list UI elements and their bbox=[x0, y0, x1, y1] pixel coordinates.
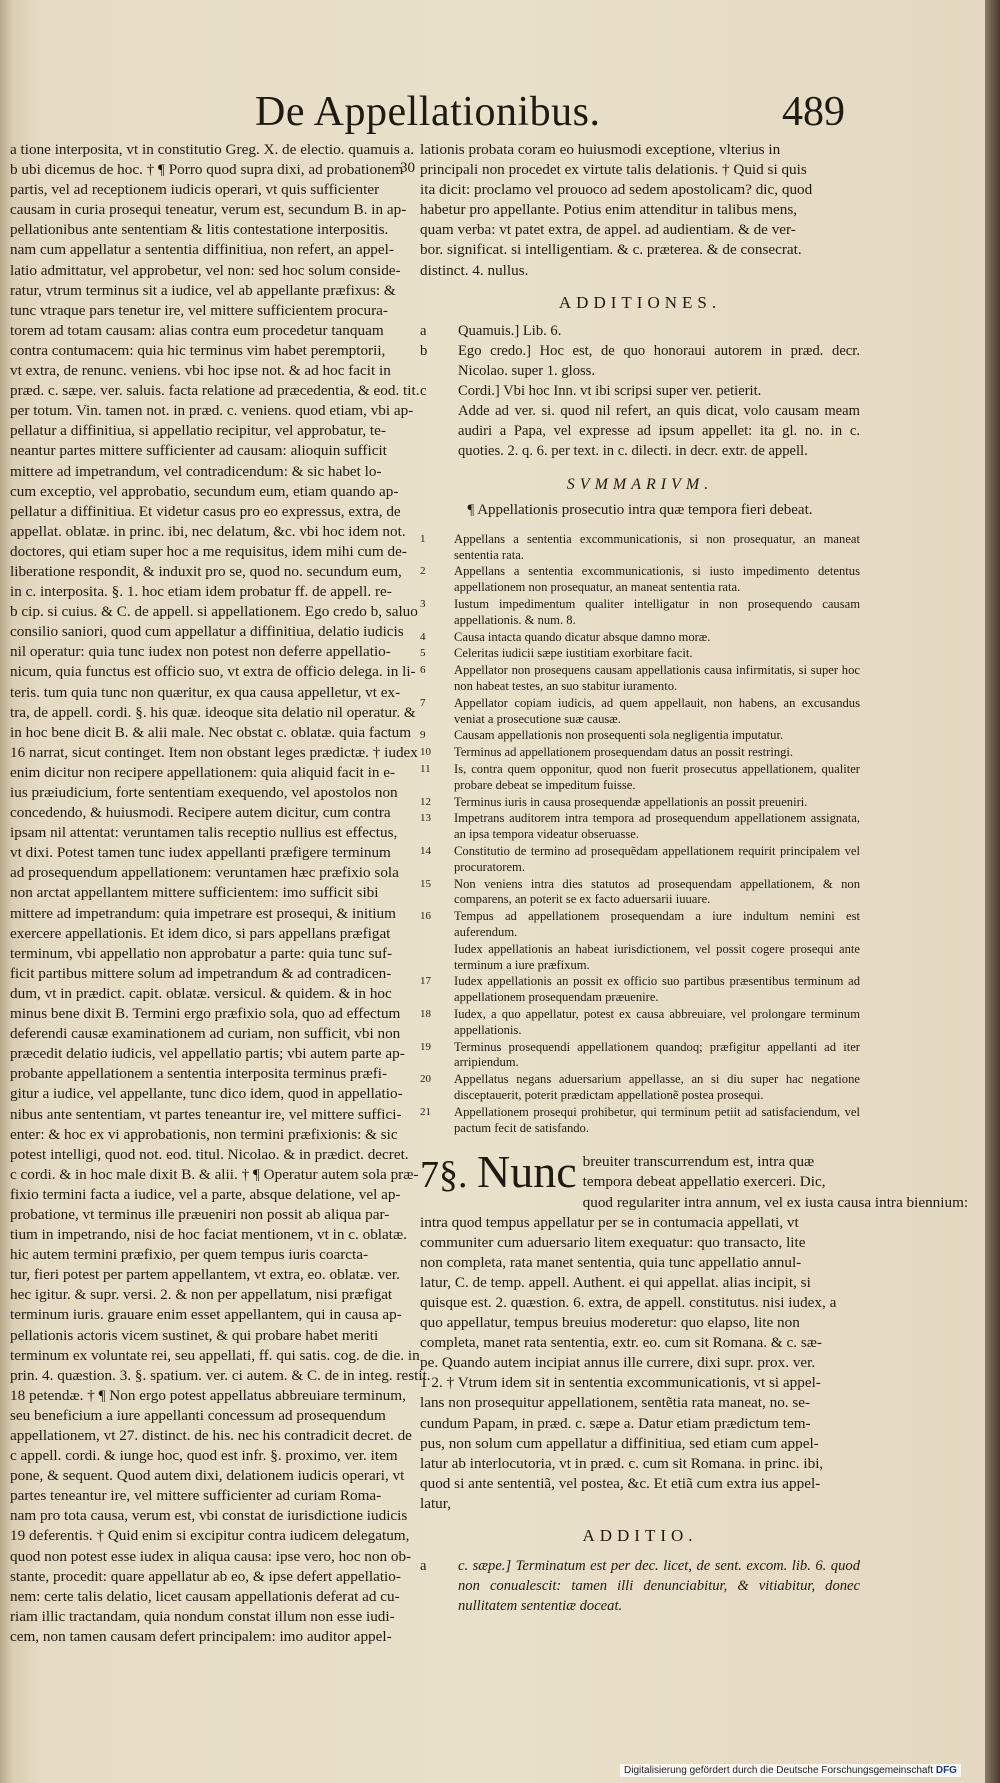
addition-note bbox=[420, 321, 860, 341]
summarium-number: 15 bbox=[420, 877, 431, 890]
summarium-number: 18 bbox=[420, 1007, 431, 1020]
summarium-text: Appellator copiam iudicis, ad quem appellauit, non habens, an excusandus veniat a prosecutione suæ causæ. bbox=[454, 695, 860, 726]
text-line: terminum ex voluntate rei, seu appellati, ff. qui satis. cog. de die. in bbox=[10, 1346, 420, 1364]
text-line: quod non potest esse iudex in aliqua causa: ipse vero, hoc non ob- bbox=[10, 1547, 412, 1565]
summarium-item bbox=[420, 844, 860, 876]
text-line: a tione interposita, vt in constitutio Greg. X. de electio. quamuis a. bbox=[10, 141, 415, 158]
summarium-text: Constitutio de termino ad prosequẽdam appellationem requirit principalem vel procuratorem. bbox=[454, 843, 860, 874]
addition-text: Quamuis.] Lib. 6. bbox=[458, 322, 562, 339]
text-line: completa, manet rata sententia, extr. eo. cum sit Romana. & c. sæ- bbox=[420, 1334, 822, 1352]
page-number: 489 bbox=[782, 89, 845, 135]
text-line: communiter cum aduersario litem exequatur: quo transacto, lite bbox=[420, 1233, 806, 1251]
summarium-item bbox=[420, 663, 860, 695]
credit-text: Digitalisierung gefördert durch die Deutsche Forschungsgemeinschaft bbox=[624, 1765, 934, 1776]
additio-text: c. sæpe.] Terminatum est per dec. licet, de sent. excom. lib. 6. quod non conualescit: tamen illi denunciabitur, & vitiabitur, donec nullitatem sententiæ doceat. bbox=[458, 1558, 860, 1615]
text-line: causam in curia prosequi teneatur, verum est, secundum B. in ap- bbox=[10, 201, 407, 219]
text-line: concedendo, & huiusmodi. Recipere autem dicitur, cum contra bbox=[10, 804, 391, 822]
additiones-heading: ADDITIONES. bbox=[558, 292, 722, 312]
text-line: b ubi dicemus de hoc. † ¶ Porro quod supra dixi, ad probationem bbox=[10, 161, 404, 179]
text-line: quisque est. 2. quæstion. 6. extra, de appell. constitutus. nisi iudex, a bbox=[420, 1293, 837, 1311]
summarium-text: Is, contra quem opponitur, quod non fuerit prosecutus appellationem, qualiter probare debeat se impeditum fuisse. bbox=[454, 762, 860, 792]
summarium-number: 16 bbox=[420, 910, 431, 923]
right-intro-text bbox=[420, 140, 860, 281]
summarium-text: Iustum impedimentum qualiter intelligatur in non prosequendo causam appellationis. & num. 8. bbox=[454, 597, 860, 627]
summarium-item bbox=[420, 877, 860, 909]
text-line: pellatur a diffinitiua. Et videtur casus pro eo expressus, extra, de bbox=[10, 502, 401, 520]
text-line: mittere ad impetrandum: quia impetrare est prosequi, & initium bbox=[10, 904, 396, 922]
text-line: pus, non solum cum appellatur a diffinitiua, sed etiam cum appel- bbox=[420, 1434, 819, 1452]
summarium-number: 11 bbox=[420, 763, 431, 775]
text-line: partes teneantur ire, vel mittere sufficienter ad curiam Roma- bbox=[10, 1487, 382, 1505]
summarium-item bbox=[420, 942, 860, 974]
text-line: 18 petendæ. † ¶ Non ergo potest appellatus abbreuiare terminum, bbox=[10, 1386, 406, 1404]
text-line: hic autem termini præfixio, per quem tempus iuris coarcta- bbox=[10, 1246, 369, 1264]
summarium-number: 20 bbox=[420, 1073, 431, 1086]
text-line: quod si ante sententiã, vel postea, &c. Et etiã cum extra ius appel- bbox=[420, 1474, 821, 1492]
text-line: cem, non tamen causam defert principalem: imo auditor appel- bbox=[10, 1627, 392, 1645]
text-line: lationis probata coram eo huiusmodi exceptione, vlterius in bbox=[420, 141, 781, 158]
running-title: De Appellationibus. bbox=[255, 89, 601, 135]
text-line: enim dicitur non recipere appellationem: quia aliquid facit in e- bbox=[10, 763, 396, 781]
text-line: ius præiudicium, forte sententiam exequendo, vel apostolos non bbox=[10, 784, 398, 801]
text-line: exercere appellationis. Et idem dico, si pars appellans præfigat bbox=[10, 924, 391, 942]
text-line: tium in impetrando, nisi de hoc faciat mentionem, vt in c. oblatæ. bbox=[10, 1226, 407, 1244]
text-line: partis, vel ad receptionem iudicis operari, vt quis sufficienter bbox=[10, 181, 380, 199]
summarium-item bbox=[420, 532, 860, 564]
text-line: quam verba: vt patet extra, de appel. ad audientiam. & de ver- bbox=[420, 221, 796, 239]
summarium-text: Appellans a sententia excommunicationis, si iusto impedimento detentus appellationem non prosequatur, an maneat sententia rata. bbox=[454, 564, 860, 595]
addition-text: Adde ad ver. si. quod nil refert, an quis dicat, volo causam meam audiri a Papa, vel expresse ad ipsum appellet: ita gl. no. in c. quoties. 2. q. 6. per text. in c. dilecti. in decr. extr. de appell. bbox=[458, 402, 860, 459]
addition-text: Ego credo.] Hoc est, de quo honoraui autorem in præd. decr. Nicolao. super 1. gloss. bbox=[458, 342, 860, 379]
text-line: terminum iuris. grauare enim esset appellantem, qui in causa ap- bbox=[10, 1306, 402, 1324]
addition-label: c bbox=[420, 382, 427, 399]
text-line: pellatur a diffinitiua, si appellatio recipitur, vel approbatur, te- bbox=[10, 422, 386, 440]
text-line: nicum, quia functus est officio suo, vt extra de officio delega. in li- bbox=[10, 663, 416, 681]
text-line: 16 narrat, sicut continget. Item non obstant leges prædictæ. † iudex bbox=[10, 743, 418, 761]
text-line: præcedit delatio iudicis, vel appellatio partis; vbi autem parte ap- bbox=[10, 1045, 405, 1063]
section-initial-word: Nunc bbox=[477, 1146, 577, 1198]
text-line: tunc vtraque pars tenetur ire, vel mittere sufficientem procura- bbox=[10, 301, 388, 319]
summarium-text: Impetrans auditorem intra tempora ad prosequendum appellationem assignata, an ipsa tempora videatur obseruasse. bbox=[454, 811, 860, 842]
summarium-list bbox=[420, 532, 860, 1136]
text-line: nibus ante sententiam, vt partes teneantur ire, vel mittere suffici- bbox=[10, 1105, 402, 1123]
summarium-item bbox=[420, 762, 860, 794]
text-line: quod regulariter intra annum, vel ex iusta causa intra biennium: bbox=[582, 1193, 969, 1211]
summarium-subtitle: ¶ Appellationis prosecutio intra quæ tempora fieri debeat. bbox=[467, 501, 813, 518]
summarium-item bbox=[420, 630, 860, 646]
addition-note bbox=[420, 401, 860, 461]
text-line: per totum. Vin. tamen not. in præd. c. veniens. quod etiam, vbi ap- bbox=[10, 402, 414, 420]
text-line: pe. Quando autem incipiat annus ille currere, dixi supr. prox. ver. bbox=[420, 1354, 816, 1372]
text-line: riam illic tractandam, quia nondum constat illum non esse iudi- bbox=[10, 1607, 395, 1625]
text-line: c cordi. & in hoc male dixit B. & alii. † ¶ Operatur autem sola præ- bbox=[10, 1165, 419, 1183]
text-line: bor. significat. si intelligentiam. & c. præterea. & de consecrat. bbox=[420, 241, 802, 259]
summarium-item bbox=[420, 696, 860, 728]
summarium-text: Iudex, a quo appellatur, potest ex causa abbreuiare, vel prolongare terminum appellationis. bbox=[454, 1006, 860, 1037]
summarium-item bbox=[420, 811, 860, 843]
text-line: tempora debeat appellatio exerceri. Dic, bbox=[582, 1173, 826, 1191]
section-number-block bbox=[420, 1146, 577, 1198]
text-line: ad prosequendum appellationem: veruntamen hæc præfixio sola bbox=[10, 864, 399, 882]
additio-note bbox=[420, 1556, 860, 1616]
summarium-item bbox=[420, 564, 860, 596]
summarium-number: 12 bbox=[420, 795, 431, 808]
text-line: latur, C. de temp. appell. Authent. ei qui appellat. alias incipit, si bbox=[420, 1273, 811, 1291]
text-line: stante, procedit: quare appellatur ab eo, & ipse defert appellatio- bbox=[10, 1567, 401, 1585]
page-edge bbox=[985, 0, 1000, 1783]
summarium-text: Iudex appellationis an habeat iurisdictionem, vel possit cogere prosequi ante terminum a iure præfixum. bbox=[454, 941, 860, 972]
summarium-text: Appellans a sententia excommunicationis, si non prosequatur, an maneat sententia rata. bbox=[454, 531, 860, 562]
text-line: latio admittatur, vel approbetur, vel non: sed hoc solum conside- bbox=[10, 261, 401, 279]
text-line: potest intelligi, quod not. eod. titul. Nicolao. & in prædict. decret. bbox=[10, 1145, 409, 1163]
summarium-item bbox=[420, 1007, 860, 1039]
text-line: torem ad totam causam: alias contra eum procedetur tanquam bbox=[10, 321, 384, 339]
right-column bbox=[420, 140, 969, 1616]
text-line: quo appellatur, tempus breuius moderetur: quo elapso, lite non bbox=[420, 1314, 800, 1332]
summarium-item bbox=[420, 646, 860, 662]
text-line: appellat. oblatæ. in princ. ibi, nec delatum, &c. vbi hoc idem not. bbox=[10, 522, 406, 540]
text-line: nam cum appellatur a sententia diffinitiua, non refert, an appel- bbox=[10, 241, 394, 259]
summarium-item bbox=[420, 745, 860, 761]
text-line: latur ab interlocutoria, vt in præd. c. cum sit Romana. in princ. ibi, bbox=[420, 1454, 824, 1472]
text-line: neantur partes mittere sufficienter ad causam: alioquin sufficit bbox=[10, 442, 387, 460]
section-entry bbox=[420, 1146, 969, 1514]
text-line: non completa, rata manet sententia, quia tunc appellatio annul- bbox=[420, 1253, 802, 1271]
text-line: 19 deferentis. † Quid enim si excipitur contra iudicem delegatum, bbox=[10, 1527, 410, 1545]
text-line: c appell. cordi. & iunge hoc, quod est infr. §. proximo, ver. item bbox=[10, 1447, 398, 1465]
text-line: intra quod tempus appellatur per se in contumacia appellati, vt bbox=[420, 1213, 799, 1231]
summarium-number: 7 bbox=[420, 696, 426, 709]
text-line: ficit partibus mittere solum ad impetrandum & ad contradicen- bbox=[10, 964, 392, 982]
summarium-text: Causam appellationis non prosequenti sola negligentia imputatur. bbox=[454, 728, 784, 743]
addition-note bbox=[420, 341, 860, 381]
text-line: 1 2. † Vtrum idem sit in sententia excommunicationis, vt si appel- bbox=[420, 1374, 821, 1392]
text-line: ita dicit: proclamo vel prouoco ad sedem apostolicam? dic, quod bbox=[420, 181, 813, 199]
text-line: b cip. si cuius. & C. de appell. si appellationem. Ego credo b, saluo bbox=[10, 603, 418, 621]
text-line: dum, vt in prædict. capit. oblatæ. versicul. & quidem. & in hoc bbox=[10, 984, 392, 1002]
summarium-text: Appellatus negans aduersarium appellasse, an si diu super hac negatione disceptauerit, poterit prædictam appellationẽ postea prosequi. bbox=[454, 1072, 860, 1102]
text-line: nil operatur: quia tunc iudex non potest non deferre appellatio- bbox=[10, 643, 391, 661]
summarium-text: Iudex appellationis an possit ex officio suo partibus præsentibus terminum ad appellationem prosequendam præuenire. bbox=[454, 974, 860, 1005]
text-line: cundum Papam, in præd. c. sæpe a. Datur etiam prædictum tem- bbox=[420, 1414, 811, 1432]
text-line: lans non prosequitur appellationem, sentẽtia rata maneat, no. se- bbox=[420, 1394, 811, 1412]
summarium-number: 13 bbox=[420, 812, 431, 825]
addition-label: a bbox=[420, 322, 427, 339]
summarium-text: Non veniens intra dies statutos ad prosequendam appellationem, & non comparens, an poterit se ex facto aduersarii iuuare. bbox=[454, 876, 860, 907]
text-line: pellationibus ante sententiam & litis contestatione interpositis. bbox=[10, 221, 389, 239]
text-line: contra contumacem: quia hic terminus vim habet peremptorii, bbox=[10, 341, 386, 359]
text-line: pellationis actoris vicem sustinet, & qui probare habet meriti bbox=[10, 1326, 379, 1344]
text-line: minus bene dixit B. Termini ergo præfixio sola, quo ad effectum bbox=[10, 1005, 401, 1023]
summarium-text: Terminus iuris in causa prosequendæ appellationis an possit preueniri. bbox=[454, 794, 808, 809]
section-text bbox=[420, 1152, 969, 1514]
text-line: vt extra, de renunc. veniens. vbi hoc ipse not. & ad hoc facit in bbox=[10, 362, 391, 380]
summarium-number: 5 bbox=[420, 647, 426, 660]
text-line: hec igitur. & supr. versi. 2. & non per appellatum, nisi præfigat bbox=[10, 1286, 393, 1304]
summarium-text: Appellationem prosequi prohibetur, qui terminum petiit ad satisfaciendum, vel pactum fecit de satisfando. bbox=[454, 1104, 860, 1135]
text-line: deferendi causæ examinationem ad curiam, non sufficit, vbi non bbox=[10, 1025, 401, 1043]
summarium-text: Appellator non prosequens causam appellationis causa infirmitatis, si super hoc non habeat testes, an suo stabitur iuramento. bbox=[454, 663, 860, 694]
section-number: 7§. bbox=[420, 1154, 468, 1197]
text-line: appellationem, vt 27. distinct. de his. nec his contradicit decret. de bbox=[10, 1427, 412, 1444]
text-line: terminum, vbi appellatio non approbatur a parte: quia tunc suf- bbox=[10, 944, 393, 962]
text-line: liberatione respondit, & induxit pro se, quod no. secundum eum, bbox=[10, 562, 402, 580]
text-line: non arctat appellantem mittere sufficientem: imo sufficit sibi bbox=[10, 884, 379, 902]
summarium-heading: SVMMARIVM. bbox=[566, 475, 714, 493]
summarium-number: 4 bbox=[420, 630, 426, 643]
summarium-text: Terminus ad appellationem prosequendam datus an possit restringi. bbox=[454, 745, 794, 760]
text-line: pone, & sequent. Quod autem dixi, delationem iudicis operari, vt bbox=[10, 1467, 405, 1485]
text-line: vt dixi. Potest tamen tunc iudex appellanti præfigere terminum bbox=[10, 844, 391, 862]
summarium-item bbox=[420, 1105, 860, 1137]
text-line: probatione, vt terminus ille præueniri non possit ab aliqua par- bbox=[10, 1205, 390, 1223]
additiones-list bbox=[420, 321, 860, 461]
summarium-item bbox=[420, 795, 860, 811]
text-line: distinct. 4. nullus. bbox=[420, 261, 529, 279]
addition-text: Cordi.] Vbi hoc Inn. vt ibi scripsi super ver. petierit. bbox=[458, 382, 762, 399]
additio-label: a bbox=[420, 1558, 427, 1575]
dfg-logo: DFG bbox=[935, 1765, 957, 1776]
summarium-item bbox=[420, 1040, 860, 1072]
margin-number: 30 bbox=[400, 160, 415, 176]
text-line: ipsam nil attentat: veruntamen talis receptio nullius est effectus, bbox=[10, 824, 398, 842]
summarium-item bbox=[420, 909, 860, 941]
addition-note bbox=[420, 381, 860, 401]
summarium-item bbox=[420, 597, 860, 629]
text-line: in c. interposita. §. 1. hoc etiam idem probatur ff. de appell. re- bbox=[10, 583, 392, 601]
summarium-item bbox=[420, 728, 860, 744]
summarium-item bbox=[420, 1072, 860, 1104]
text-line: enter: & hoc ex vi approbationis, non termini præfixionis: & sic bbox=[10, 1125, 398, 1143]
text-line: præd. c. sæpe. ver. saluis. facta relatione ad præcedentia, & eod. tit. bbox=[10, 382, 420, 400]
text-line: gitur a iudice, vel appellante, tunc dico idem, quod in appellatio- bbox=[10, 1085, 403, 1103]
summarium-number: 2 bbox=[420, 565, 426, 578]
summarium-number: 14 bbox=[420, 844, 431, 857]
text-line: ratur, vtrum terminus sit a iudice, vel ab appellante præfixus: & bbox=[10, 281, 396, 299]
summarium-number: 1 bbox=[420, 532, 426, 545]
text-line: prin. 4. quæstion. 3. §. spatium. ver. ci autem. & C. de in integ. restit. bbox=[10, 1366, 431, 1384]
text-line: in hoc bene dicit B. & alii male. Nec obstat c. oblatæ. quia factum bbox=[10, 723, 412, 741]
text-line: mittere ad impetrandum, vel contradicendum: & sic habet lo- bbox=[10, 462, 382, 480]
text-line: habetur pro appellante. Potius enim attenditur in talibus mens, bbox=[420, 201, 798, 219]
summarium-number: 21 bbox=[420, 1105, 431, 1118]
text-line: consilio saniori, quod cum appellatur a diffinitiua, delatio iudicis bbox=[10, 623, 404, 641]
additio-heading: ADDITIO. bbox=[582, 1526, 698, 1546]
text-line: principali non procedet ex virtute talis delationis. † Quid si quis bbox=[420, 161, 807, 179]
text-line: seu beneficium a iure appellanti concessum ad prosequendum bbox=[10, 1406, 386, 1424]
summarium-number: 9 bbox=[420, 729, 426, 742]
text-line: tra, de appell. cordi. §. his quæ. ideoque sita delatio nil operatur. & bbox=[10, 703, 416, 721]
summarium-number: 3 bbox=[420, 598, 426, 611]
summarium-text: Celeritas iudicii sæpe iustitiam exorbitare facit. bbox=[454, 646, 693, 661]
text-line: doctores, qui etiam super hoc a me requisitus, idem mihi cum de- bbox=[10, 542, 407, 560]
summarium-text: Causa intacta quando dicatur absque damno moræ. bbox=[454, 629, 711, 644]
summarium-number: 19 bbox=[420, 1040, 431, 1053]
digitization-credit bbox=[620, 1764, 961, 1777]
text-line: teris. tum quia tunc non quæritur, ex qua causa appelletur, vt ex- bbox=[10, 683, 401, 701]
text-line: tur, fieri potest per partem appellantem, vt extra, eo. oblatæ. ver. bbox=[10, 1266, 400, 1284]
text-line: breuiter transcurrendum est, intra quæ bbox=[582, 1153, 815, 1171]
text-line: nem: certe talis delatio, licet causam appellationis deferat ad cu- bbox=[10, 1587, 400, 1605]
summarium-number: 10 bbox=[420, 746, 431, 759]
text-line: latur, bbox=[420, 1494, 452, 1512]
summarium-number: 17 bbox=[420, 975, 431, 988]
summarium-number: 6 bbox=[420, 664, 426, 677]
text-line: fixio termini facta a iudice, vel a parte, absque delatione, vel ap- bbox=[10, 1185, 401, 1203]
text-line: cum exceptio, vel approbatio, secundum eum, etiam quando ap- bbox=[10, 482, 399, 500]
addition-label: b bbox=[420, 342, 428, 359]
text-line: probante appellationem a sententia interposita terminus præfi- bbox=[10, 1065, 388, 1083]
summarium-text: Tempus ad appellationem prosequendam a iure indultum nemini est auferendum. bbox=[454, 909, 860, 939]
text-line: nam pro tota causa, verum est, vbi constat de iurisdictione iudicis bbox=[10, 1507, 408, 1525]
summarium-text: Terminus prosequendi appellationem quandoq; præfigitur appellanti ad iter arripiendum. bbox=[454, 1039, 860, 1070]
summarium-item bbox=[420, 974, 860, 1006]
